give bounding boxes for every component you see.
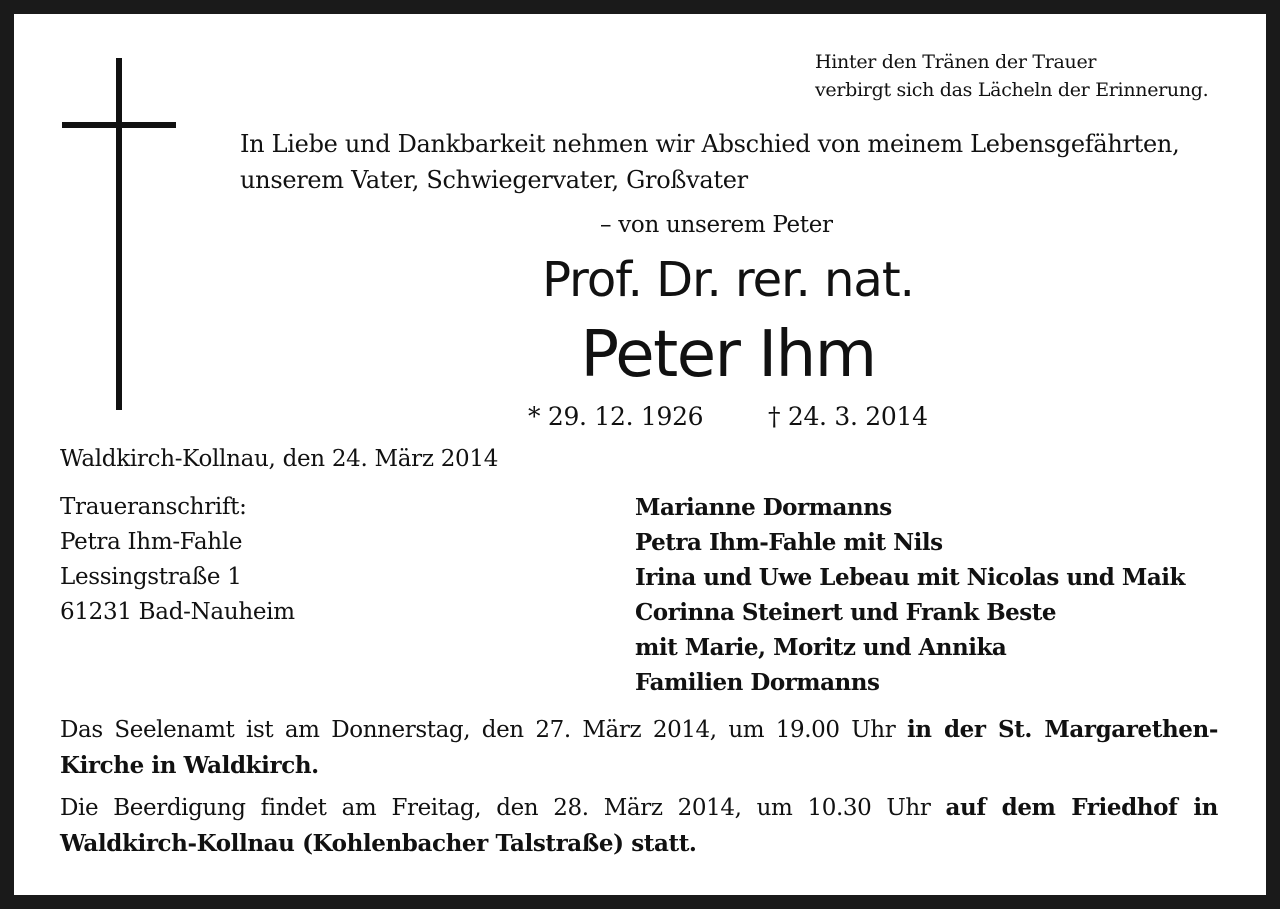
requiem-place: in der St. Margarethen-Kirche in Waldkirch.: [60, 716, 1218, 779]
requiem-text: Das Seelenamt ist am Donnerstag, den 27. März 2014, um 19.00 Uhr: [60, 717, 896, 743]
mourning-address: [60, 490, 295, 630]
burial-text: Die Beerdigung findet am Freitag, den 28. März 2014, um 10.30 Uhr: [60, 795, 931, 821]
mourner-line: Marianne Dormanns: [635, 494, 892, 521]
intro-line-2: unserem Vater, Schwiegervater, Großvater: [240, 166, 748, 194]
address-line: Lessingstraße 1: [60, 564, 242, 590]
intro-text: [240, 126, 1179, 198]
mourners-list: [635, 490, 1185, 700]
burial-notice: [60, 790, 1218, 862]
burial-place: auf dem Friedhof in Waldkirch-Kollnau (Kohlenbacher Talstraße) statt.: [60, 794, 1218, 857]
cross-icon-bar: [62, 122, 176, 128]
address-line: 61231 Bad-Nauheim: [60, 599, 295, 625]
birth-date: * 29. 12. 1926: [528, 402, 704, 431]
mourner-line: mit Marie, Moritz und Annika: [635, 634, 1007, 661]
motto-line-2: verbirgt sich das Lächeln der Erinnerung.: [815, 79, 1209, 101]
mourner-line: Familien Dormanns: [635, 669, 880, 696]
deceased-title: Prof. Dr. rer. nat.: [542, 252, 914, 308]
motto: [815, 48, 1208, 104]
mourner-line: Corinna Steinert und Frank Beste: [635, 599, 1056, 626]
place-date: Waldkirch-Kollnau, den 24. März 2014: [60, 446, 499, 472]
deceased-name: Peter Ihm: [580, 318, 876, 392]
subtitle: – von unserem Peter: [600, 212, 833, 238]
death-date: † 24. 3. 2014: [768, 402, 928, 431]
intro-line-1: In Liebe und Dankbarkeit nehmen wir Abschied von meinem Lebensgefährten,: [240, 130, 1180, 158]
motto-line-1: Hinter den Tränen der Trauer: [815, 51, 1097, 73]
requiem-notice: [60, 712, 1218, 784]
address-line: Traueranschrift:: [60, 494, 247, 520]
mourner-line: Irina und Uwe Lebeau mit Nicolas und Maik: [635, 564, 1185, 591]
address-line: Petra Ihm-Fahle: [60, 529, 243, 555]
mourner-line: Petra Ihm-Fahle mit Nils: [635, 529, 943, 556]
